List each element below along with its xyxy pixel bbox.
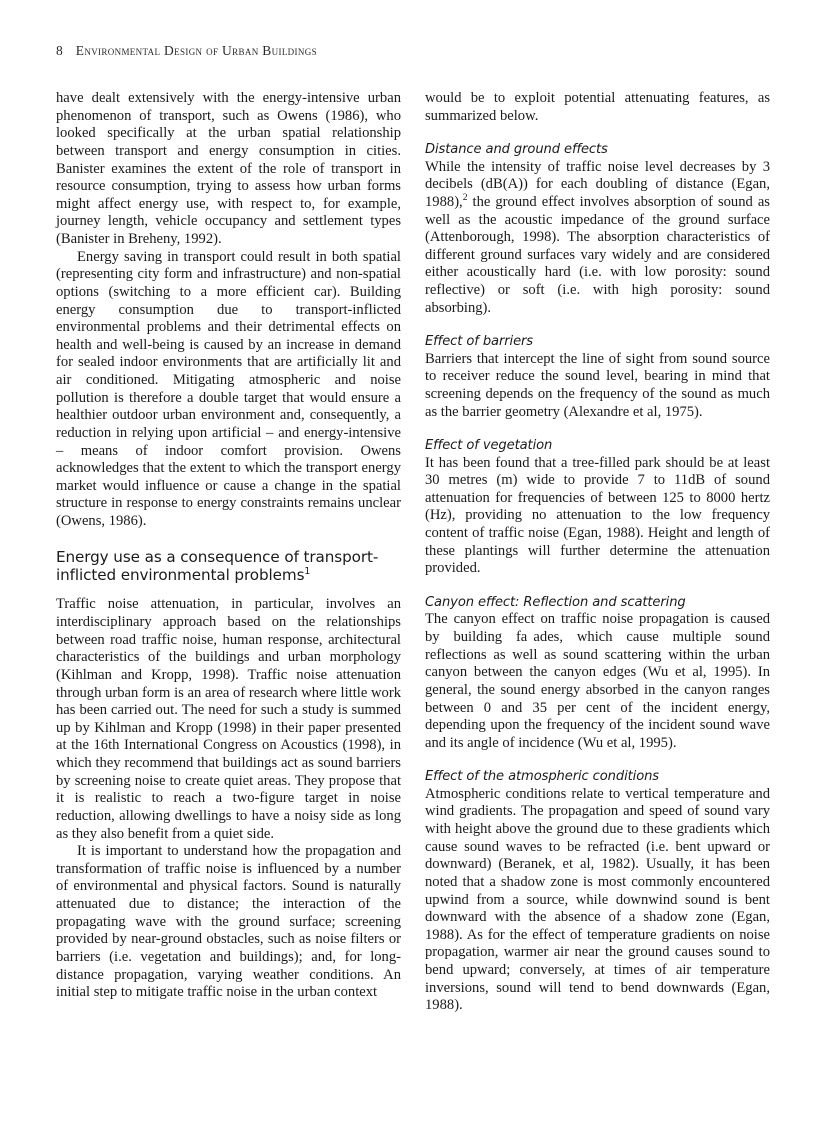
left-column xyxy=(56,90,401,1002)
canyon-text-after-gap: ades, which cause multiple sound reflections as well as sound scattering within the urban canyon between the canyon edges (Wu et al, 1995). In general, the sound energy absorbed in the canyon ranges between 0 and 35 per cent of the incident energy, depending upon the frequency of the incident sound wave and its angle of incidence (Wu et al, 1995). xyxy=(425,629,770,751)
paragraph-distance-ground-effects xyxy=(425,159,770,318)
subheading-effect-of-barriers: Effect of barriers xyxy=(425,334,534,350)
canyon-text-before-gap: The canyon effect on traffic noise propagation is caused by building fa xyxy=(425,611,770,645)
page-number: 8 xyxy=(56,43,63,58)
distance-text-after-marker: the ground effect involves absorption of sound as well as the acoustic impedance of the ground surface (Attenborough, 1998). The absorption characteristics of different ground surfaces vary widely and are considered either acoustically hard (i.e. with low porosity: sound reflective) or soft (i.e. with high porosity: sound absorbing). xyxy=(425,193,770,316)
paragraph-exploit-attenuating-features: would be to exploit potential attenuating features, as summarized below. xyxy=(425,90,770,124)
paragraph-energy-saving: Energy saving in transport could result in both spatial (representing city form and infrastructure) and non-spatial options (switching to a more efficient car). Building energy consumption due to transport-inflicted environmental problems and their detrimental effects on health and well-being is caused by an increase in demand for sealed indoor environments that are artificially lit and air conditioned. Mitigating atmospheric and noise pollution is therefore a double target that would ensure a healthier outdoor urban environment and, consequently, a reduction in relying upon artificial – and energy-intensive – means of indoor comfort provision. Owens acknowledges that the extent to which the transport energy market would influence or cause a change in the spatial structure in response to energy constraints remains unclear (Owens, 1986). xyxy=(56,248,401,529)
subheading-atmospheric-conditions: Effect of the atmospheric conditions xyxy=(425,769,660,785)
subheading-effect-of-vegetation: Effect of vegetation xyxy=(425,438,553,454)
paragraph-effect-of-vegetation: It has been found that a tree-filled park should be at least 30 metres (m) wide to provide 7 to 11dB of sound attenuation for frequencies of between 125 to 8000 hertz (Hz), providing no attenuation to the low frequency content of traffic noise (Egan, 1988). Height and length of these plantings will further determine the attenuation provided. xyxy=(425,454,770,577)
subheading-distance-ground-effects: Distance and ground effects xyxy=(425,142,608,158)
running-head xyxy=(56,44,770,58)
footnote-marker-1: 1 xyxy=(304,565,311,577)
paragraph-canyon-effect xyxy=(425,611,770,752)
footnote-marker-2: 2 xyxy=(462,192,468,204)
section-heading-text: Energy use as a consequence of transport-inflicted environmental problems xyxy=(56,547,379,585)
paragraph-propagation-factors: It is important to understand how the propagation and transformation of traffic noise is influenced by a number of environmental and physical factors. Sound is naturally attenuated due to distance; the interaction of the propagating wave with the ground surface; screening provided by near-ground obstacles, such as noise filters or barriers (i.e. vegetation and buildings); and, for long-distance propagation, varying weather conditions. An initial step to mitigate traffic noise in the urban context xyxy=(56,843,401,1001)
paragraph-effect-of-barriers: Barriers that intercept the line of sight from sound source to receiver reduce the sound level, bearing in mind that screening depends on the frequency of the sound as much as the barrier geometry (Alexandre et al, 1975). xyxy=(425,350,770,420)
paragraph-atmospheric-conditions: Atmospheric conditions relate to vertical temperature and wind gradients. The propagation and speed of sound vary with height above the ground due to these gradients which cause sound waves to be refracted (i.e. bent upward or downward) (Beranek, et al, 1982). Usually, it has been noted that a shadow zone is most commonly encountered upwind from a source, while downwind sound is bent downward with the absence of a shadow zone (Egan, 1988). As for the effect of temperature gradients on noise propagation, warmer air near the ground causes sound to bend upward; conversely, at times of air temperature inversions, sound will tend to bend downwards (Egan, 1988). xyxy=(425,785,770,1014)
distance-text-before-marker: While the intensity of traffic noise level decreases by 3 decibels (dB(A)) for each doubling of distance (Egan, 1988), xyxy=(425,158,770,210)
subheading-canyon-effect: Canyon effect: Reflection and scattering xyxy=(425,594,686,610)
running-head-title: Environmental Design of Urban Buildings xyxy=(75,43,317,58)
right-column xyxy=(425,90,770,1015)
paragraph-traffic-noise-attenuation: Traffic noise attenuation, in particular, involves an interdisciplinary approach based on the relationships between road traffic noise, human response, architectural characteristics of the buildings and urban morphology (Kihlman and Kropp, 1998). Traffic noise attenuation through urban form is an area of research where little work has been carried out. The need for such a study is summed up by Kihlman and Kropp (1998) in their paper presented at the 16th International Congress on Acoustics (1998), in which they recommend that buildings act as sound barriers by screening noise to create quiet areas. They propose that it is realistic to reach a two-figure target in noise reduction, allowing dwellings to have a noisy side as long as they also benefit from a quiet side. xyxy=(56,596,401,842)
section-heading-energy-use xyxy=(56,548,401,585)
body-columns xyxy=(56,90,770,1070)
paragraph-continued-transport: have dealt extensively with the energy-intensive urban phenomenon of transport, such as Owens (1986), who looked specifically at the urban spatial relationship between transport and energy consumption in cities. Banister examines the extent of the role of transport in resource consumption, trying to assess how urban forms might affect energy use, with respect to, for example, journey length, vehicle occupancy and settlement types (Banister in Breheny, 1992). xyxy=(56,90,401,247)
